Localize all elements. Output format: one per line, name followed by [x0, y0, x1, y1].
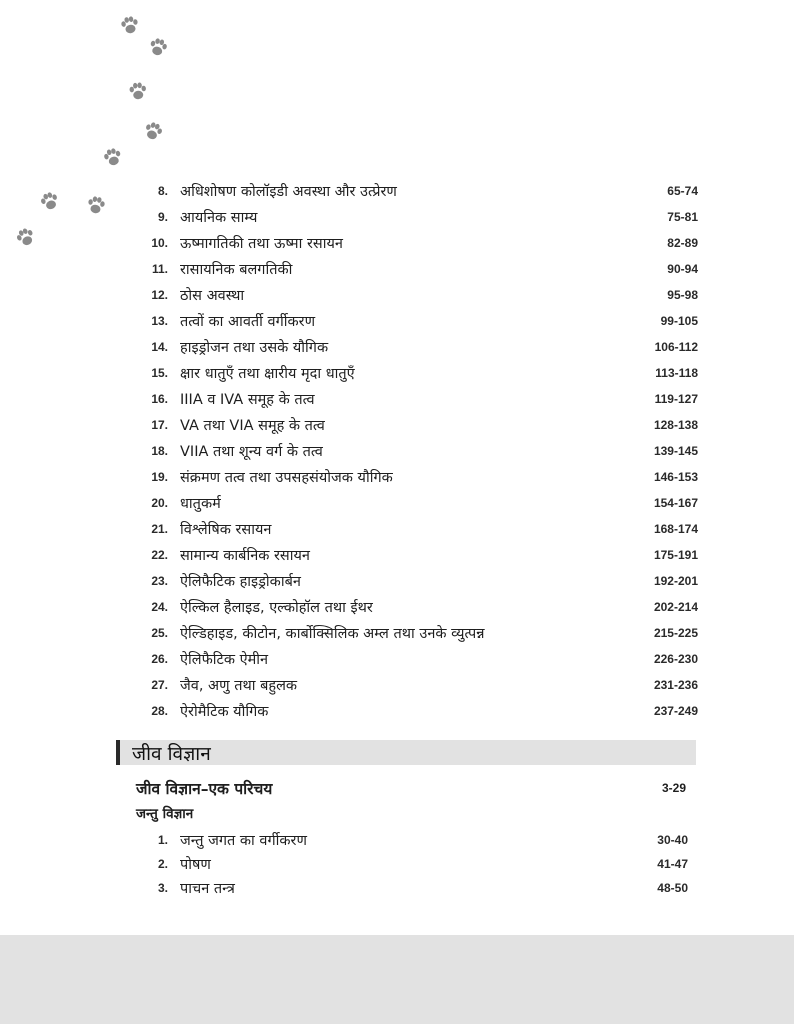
paw-print-icon [39, 190, 60, 211]
footer-band [0, 935, 794, 1024]
toc-row: 8. अधिशोषण कोलॉइडी अवस्था और उत्प्रेरण 65-74 [157, 184, 698, 200]
toc-row: 13. तत्वों का आवर्ती वर्गीकरण 99-105 [151, 314, 698, 330]
toc-row: 3. पाचन तन्त्र 48-50 [157, 881, 688, 897]
paw-print-icon [103, 147, 123, 167]
paw-print-icon [129, 82, 147, 100]
zoology-subheading: जन्तु विज्ञान [136, 806, 194, 822]
biology-section-heading [116, 740, 696, 765]
chemistry-contents-list [118, 178, 698, 724]
paw-print-icon [15, 226, 37, 248]
toc-row: 15. क्षार धातुएँ तथा क्षारीय मृदा धातुएँ 113-118 [151, 366, 698, 382]
biology-contents-list [118, 828, 688, 900]
toc-row: 25. ऐल्डिहाइड, कीटोन, कार्बोक्सिलिक अम्ल तथा उनके व्युत्पन्न 215-225 [151, 626, 698, 642]
toc-row: 20. धातुकर्म 154-167 [151, 496, 698, 512]
toc-row: 11. रासायनिक बलगतिकी 90-94 [151, 262, 698, 278]
toc-row: 1. जन्तु जगत का वर्गीकरण 30-40 [157, 833, 688, 849]
paw-print-icon [143, 120, 164, 141]
toc-row: 17. VA तथा VIA समूह के तत्व 128-138 [151, 418, 698, 434]
paw-print-icon [120, 15, 139, 34]
biology-intro-row [136, 776, 686, 800]
toc-row: 16. IIIA व IVA समूह के तत्व 119-127 [151, 392, 698, 408]
section-title: जीव विज्ञान [132, 742, 211, 765]
toc-row: 14. हाइड्रोजन तथा उसके यौगिक 106-112 [151, 340, 698, 356]
toc-row: 23. ऐलिफैटिक हाइड्रोकार्बन 192-201 [151, 574, 698, 590]
toc-row: 26. ऐलिफैटिक ऐमीन 226-230 [151, 652, 698, 668]
paw-print-icon [87, 195, 106, 214]
toc-row: 9. आयनिक साम्य 75-81 [157, 210, 698, 226]
paw-print-icon [148, 37, 168, 57]
toc-row: 22. सामान्य कार्बनिक रसायन 175-191 [151, 548, 698, 564]
toc-row: 27. जैव, अणु तथा बहुलक 231-236 [151, 678, 698, 694]
toc-row: 12. ठोस अवस्था 95-98 [151, 288, 698, 304]
toc-row: 19. संक्रमण तत्व तथा उपसहसंयोजक यौगिक 146-153 [151, 470, 698, 486]
toc-row: 10. ऊष्मागतिकी तथा ऊष्मा रसायन 82-89 [151, 236, 698, 252]
intro-pages: 3-29 [661, 781, 686, 795]
toc-row: 2. पोषण 41-47 [157, 857, 688, 873]
toc-row: 21. विश्लेषिक रसायन 168-174 [151, 522, 698, 538]
toc-row: 18. VIIA तथा शून्य वर्ग के तत्व 139-145 [151, 444, 698, 460]
toc-row: 28. ऐरोमैटिक यौगिक 237-249 [151, 704, 698, 720]
intro-title: जीव विज्ञान–एक परिचय [136, 780, 273, 798]
toc-row: 24. ऐल्किल हैलाइड, एल्कोहॉल तथा ईथर 202-214 [151, 600, 698, 616]
